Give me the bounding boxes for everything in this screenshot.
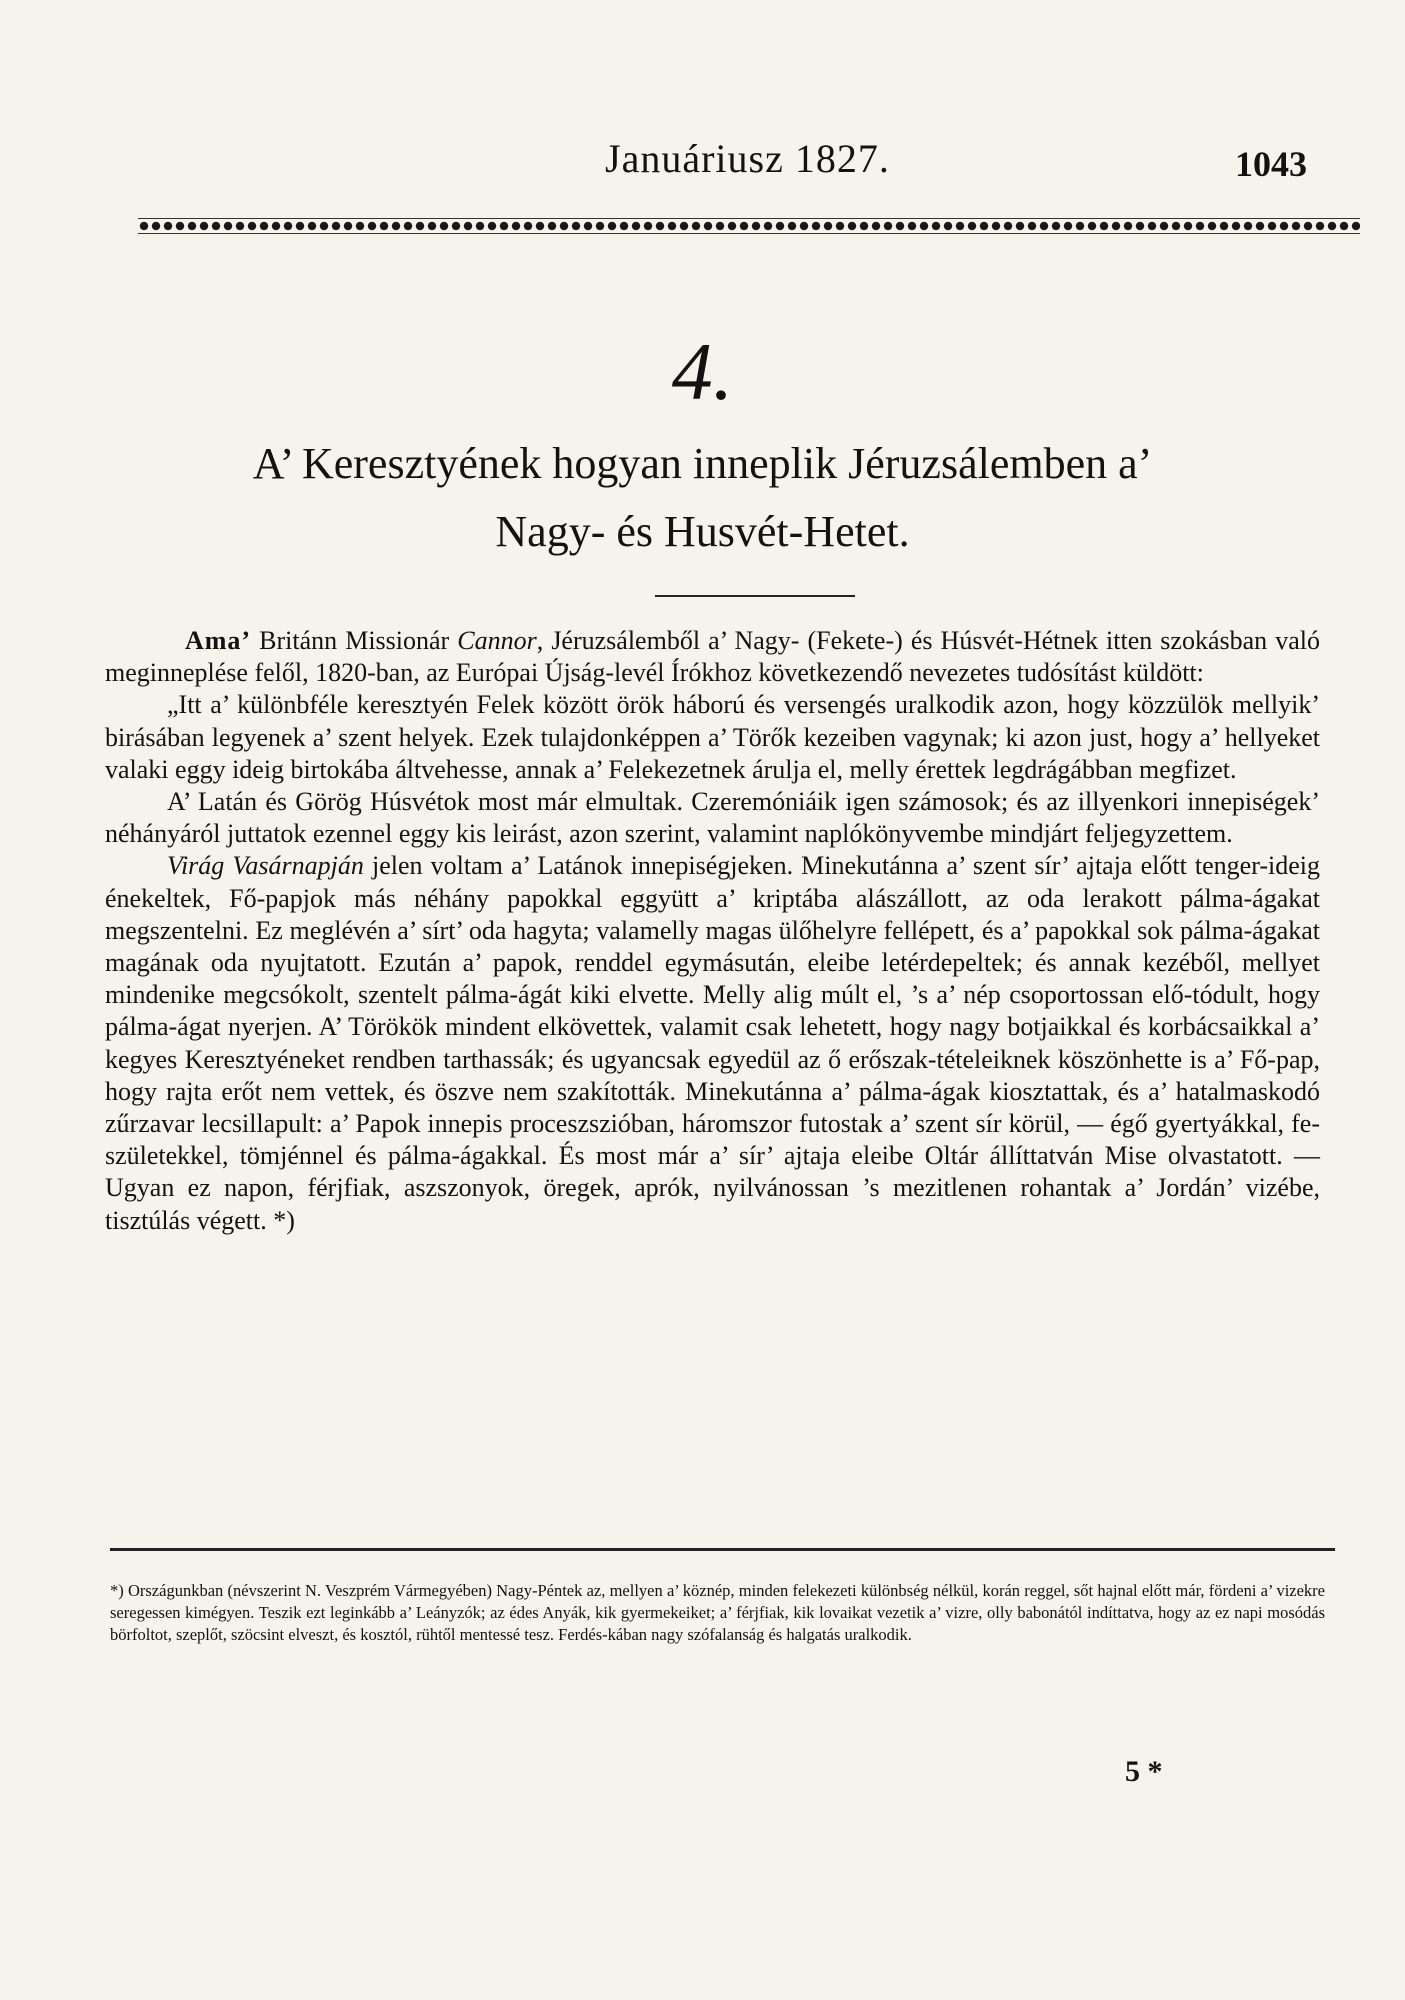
paragraph-1: Ama’ Británn Missionár Cannor, Jéruzsálemből a’ Nagy- (Fekete-) és Húsvét-Hétnek itten szokásban való meginneplése felől, 1820-ban, az Európai Újság-levél Írókhoz következendő nevezetes tudósítást küldött: (105, 626, 1320, 688)
page-header (0, 135, 1405, 195)
article-number: 4. (671, 326, 734, 417)
lead-word: Ama’ (185, 626, 252, 655)
paragraph-2: „Itt a’ különbféle keresztyén Felek között örök háború és versengés uralkodik azon, hogy közzülök mellyik’ birásában legyenek a’ szent helyek. Ezek tulajdonképpen a’ Törők kezeiben vagynak; ki azon just, hogy a’ hellyeket valaki eggy ideig birtokába áltvehesse, annak a’ Felekezetnek árulja el, melly érettek legdrágábban megfizet. (105, 690, 1320, 784)
title-line-1: A’ Keresztyének hogyan inneplik Jéruzsálemben a’ (252, 439, 1153, 488)
footnote-divider (110, 1548, 1335, 1551)
palm-sunday-heading: Virág Vasárnapján (167, 851, 364, 881)
running-title: Januáriusz 1827. (605, 136, 890, 181)
signature-mark: 5 * (1125, 1755, 1163, 1788)
article-title (0, 430, 1405, 566)
article-body (105, 625, 1320, 1237)
missionary-name: Cannor (457, 626, 537, 655)
paragraph-3: A’ Latán és Görög Húsvétok most már elmultak. Czeremóniáik igen számosok; és az illyenkori innepiségek’ néhányáról juttatok ezennel eggy kis leirást, azon szerint, valamint naplókönyvembe mindjárt feljegyzettem. (105, 787, 1320, 849)
footnote: *) Országunkban (névszerint N. Veszprém Vármegyében) Nagy-Péntek az, mellyen a’ köznép, minden felekezeti különbség nélkül, korán reggel, sőt hajnal előtt már, fördeni a’ vizekre seregessen kimégyen. Teszik ezt leginkább a’ Leányzók; az édes Anyák, kik gyermekeiket; a’ férjfiak, kik lovaikat vezetik a’ vizre, olly babonától indíttatva, hogy az ez napi mosódás börfoltot, szeplőt, szöcsint elveszt, és kosztól, rühtől mentessé tesz. Ferdés-kában nagy szófalanság és halgatás uralkodik. (110, 1581, 1325, 1644)
page-number: 1043 (1235, 144, 1307, 184)
paragraph-4: Virág Vasárnapján jelen voltam a’ Latánok innepiségjeken. Minekutánna a’ szent sír’ ajtaja előtt tenger-ideig énekeltek, Fő-papjok más néhány papokkal eggyütt a’ kriptába alászállott, az oda lerakott pálma-ágakat megszentelni. Ez meglévén a’ sírt’ oda hagyta; valamelly magas ülőhelyre fellépett, és a’ papokkal sok pálma-ágakat magának oda nyujtatott. Ezután a’ papok, renddel egymásután, eleibe letérdepeltek; és annak kezéből, mellyet mindenike megcsókolt, szentelt pálma-ágát kiki elvette. Melly alig múlt el, ’s a’ nép csoportossan elő-tódult, hogy pálma-ágat nyerjen. A’ Törökök mindent elkövettek, valamit csak lehetett, hogy nagy botjaikkal és korbácsaikkal a’ kegyes Keresztyéneket rendben tarthassák; és ugyancsak egyedül az ő erőszak-tételeiknek köszönhette is a’ Fő-pap, hogy rajta erőt nem vettek, és öszve nem szakították. Minekutánna a’ pálma-ágak kiosztattak, és a’ hatalmaskodó zűrzavar lecsillapult: a’ Papok innepis proceszszióban, háromszor futostak a’ szent sír körül, — égő gyertyákkal, fe- születekkel, tömjénnel és pálma-ágakkal. És most már a’ sír’ ajtaja eleibe Oltár állíttatván Mise olvastatott. — Ugyan ez napon, férjfiak, aszszonyok, öregek, aprók, nyilvánossan ’s mezitlenen rohantak a’ Jordán’ vizébe, tisztúlás végett. *) (105, 851, 1320, 1235)
ornamental-divider (138, 218, 1360, 234)
title-divider (655, 595, 855, 597)
title-line-2: Nagy- és Husvét-Hetet. (495, 507, 910, 556)
